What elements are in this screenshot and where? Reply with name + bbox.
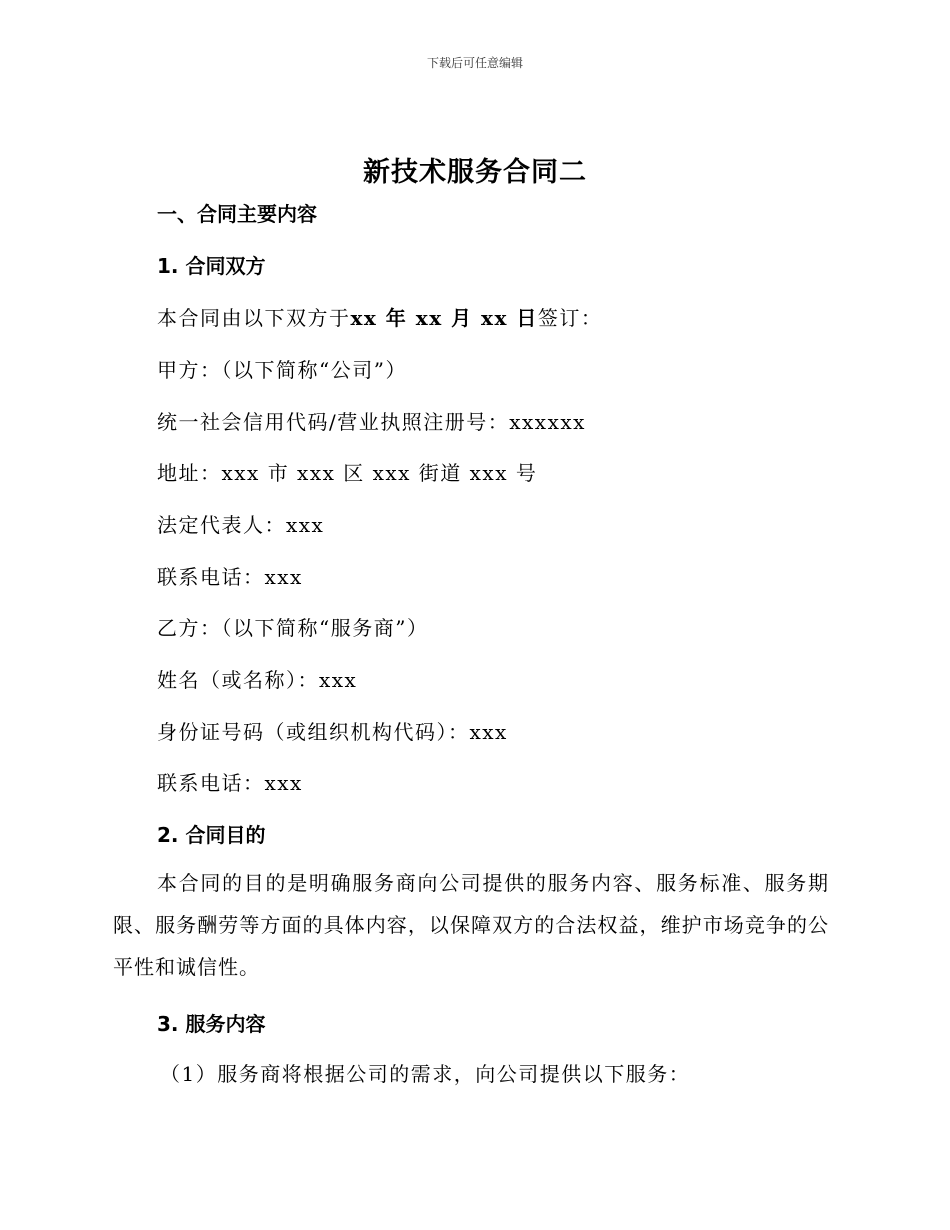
party-b-name: 姓名（或名称）：xxx xyxy=(157,668,358,692)
subheading-service-content: 3. 服务内容 xyxy=(157,1012,266,1036)
party-a-address: 地址：xxx 市 xxx 区 xxx 街道 xxx 号 xyxy=(157,461,538,485)
subheading-parties: 1. 合同双方 xyxy=(157,254,266,278)
party-a-legal-rep: 法定代表人：xxx xyxy=(157,513,325,537)
signing-suffix: 签订： xyxy=(537,306,603,330)
signing-date: xx 年 xx 月 xx 日 xyxy=(350,306,538,330)
purpose-paragraph: 本合同的目的是明确服务商向公司提供的服务内容、服务标准、服务期限、服务酬劳等方面的具体内容，以保障双方的合法权益，维护市场竞争的公平性和诚信性。 xyxy=(113,871,829,979)
signing-prefix: 本合同由以下双方于 xyxy=(157,306,351,330)
party-b-label: 乙方：（以下简称“服务商”） xyxy=(157,616,429,640)
signing-statement xyxy=(157,302,602,331)
party-b-phone: 联系电话：xxx xyxy=(157,771,303,795)
subheading-purpose: 2. 合同目的 xyxy=(157,823,266,847)
party-b-id-number: 身份证号码（或组织机构代码）：xxx xyxy=(157,720,508,744)
party-a-credit-code: 统一社会信用代码/营业执照注册号：xxxxxx xyxy=(157,410,586,434)
service-item-1: （1）服务商将根据公司的需求，向公司提供以下服务： xyxy=(160,1062,691,1086)
party-a-label: 甲方：（以下简称“公司”） xyxy=(157,358,407,382)
header-note: 下载后可任意编辑 xyxy=(426,56,523,70)
section-heading-main-content: 一、合同主要内容 xyxy=(157,202,317,226)
party-a-phone: 联系电话：xxx xyxy=(157,565,303,589)
document-title: 新技术服务合同二 xyxy=(363,157,587,188)
